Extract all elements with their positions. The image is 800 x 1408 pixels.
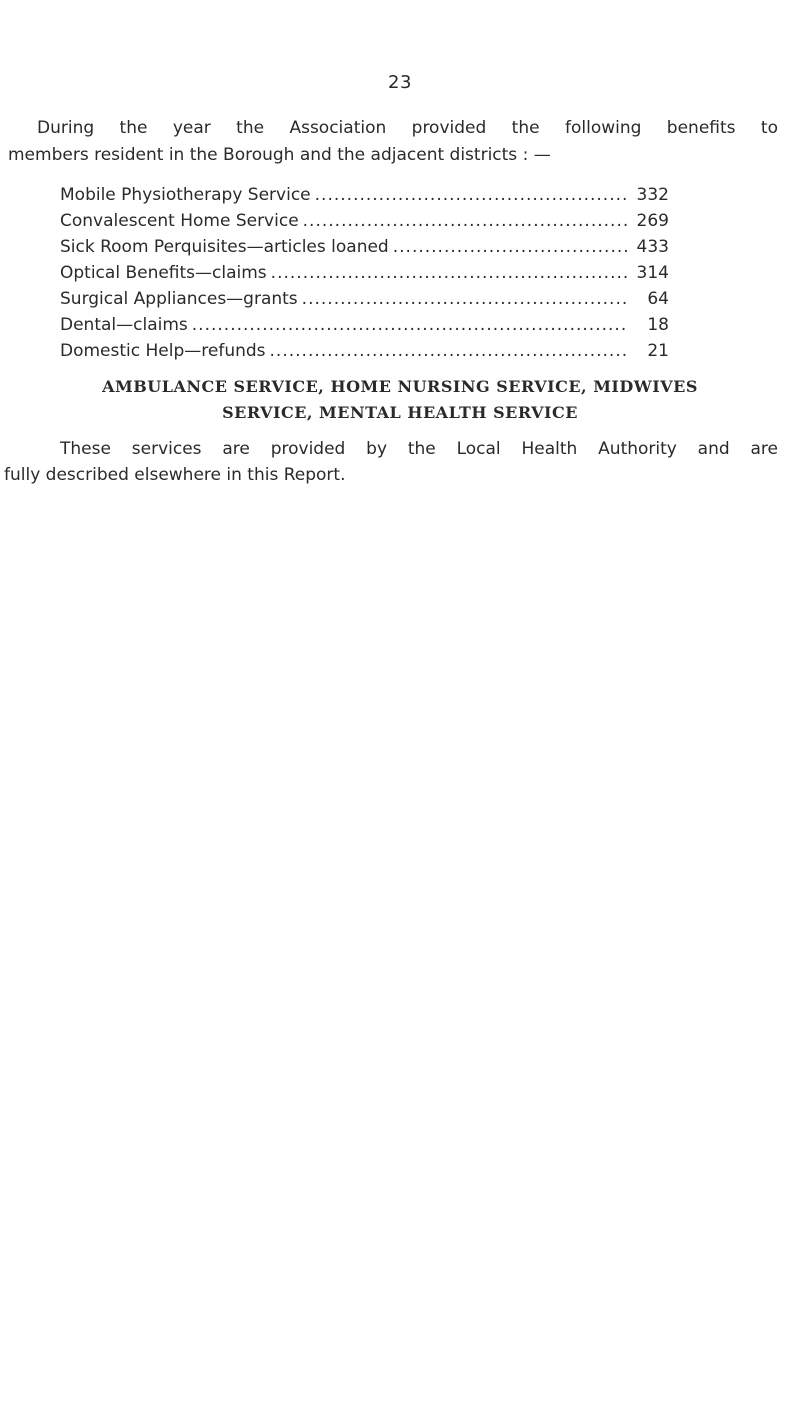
benefit-value: 18 — [647, 315, 669, 335]
benefit-label: Mobile Physiotherapy Service — [60, 185, 311, 205]
benefit-value: 433 — [636, 237, 669, 257]
page-number: 23 — [388, 72, 412, 93]
section-heading — [0, 374, 800, 426]
benefit-value: 314 — [636, 263, 669, 283]
benefit-label: Domestic Help—refunds — [60, 341, 266, 361]
dot-leader — [302, 286, 629, 312]
intro-paragraph — [0, 115, 800, 169]
benefit-value: 332 — [636, 185, 669, 205]
dot-leader — [303, 208, 629, 234]
benefit-row — [60, 182, 669, 208]
benefit-row — [60, 234, 669, 260]
closing-paragraph — [0, 436, 800, 488]
closing-line-2: fully described elsewhere in this Report. — [4, 465, 346, 485]
intro-line-2: members resident in the Borough and the adjacent districts : — — [8, 145, 551, 165]
benefit-row — [60, 338, 669, 364]
dot-leader — [192, 312, 629, 338]
benefit-value: 64 — [647, 289, 669, 309]
dot-leader — [315, 182, 629, 208]
section-heading-line-1: AMBULANCE SERVICE, HOME NURSING SERVICE, MIDWIVES — [102, 377, 698, 396]
benefit-value: 21 — [647, 341, 669, 361]
benefit-value: 269 — [636, 211, 669, 231]
benefit-label: Optical Benefits—claims — [60, 263, 267, 283]
section-heading-line-2: SERVICE, MENTAL HEALTH SERVICE — [222, 403, 578, 422]
benefit-label: Dental—claims — [60, 315, 188, 335]
dot-leader — [271, 260, 629, 286]
benefit-row — [60, 312, 669, 338]
benefit-row — [60, 208, 669, 234]
closing-line-1: These services are provided by the Local Health Authority and are — [60, 439, 778, 459]
dot-leader — [270, 338, 629, 364]
benefit-label: Convalescent Home Service — [60, 211, 299, 231]
benefit-row — [60, 260, 669, 286]
intro-line-1: During the year the Association provided the following benefits to — [37, 118, 778, 138]
dot-leader — [393, 234, 629, 260]
benefit-row — [60, 286, 669, 312]
benefits-list — [60, 182, 669, 364]
benefit-label: Sick Room Perquisites—articles loaned — [60, 237, 389, 257]
benefit-label: Surgical Appliances—grants — [60, 289, 298, 309]
